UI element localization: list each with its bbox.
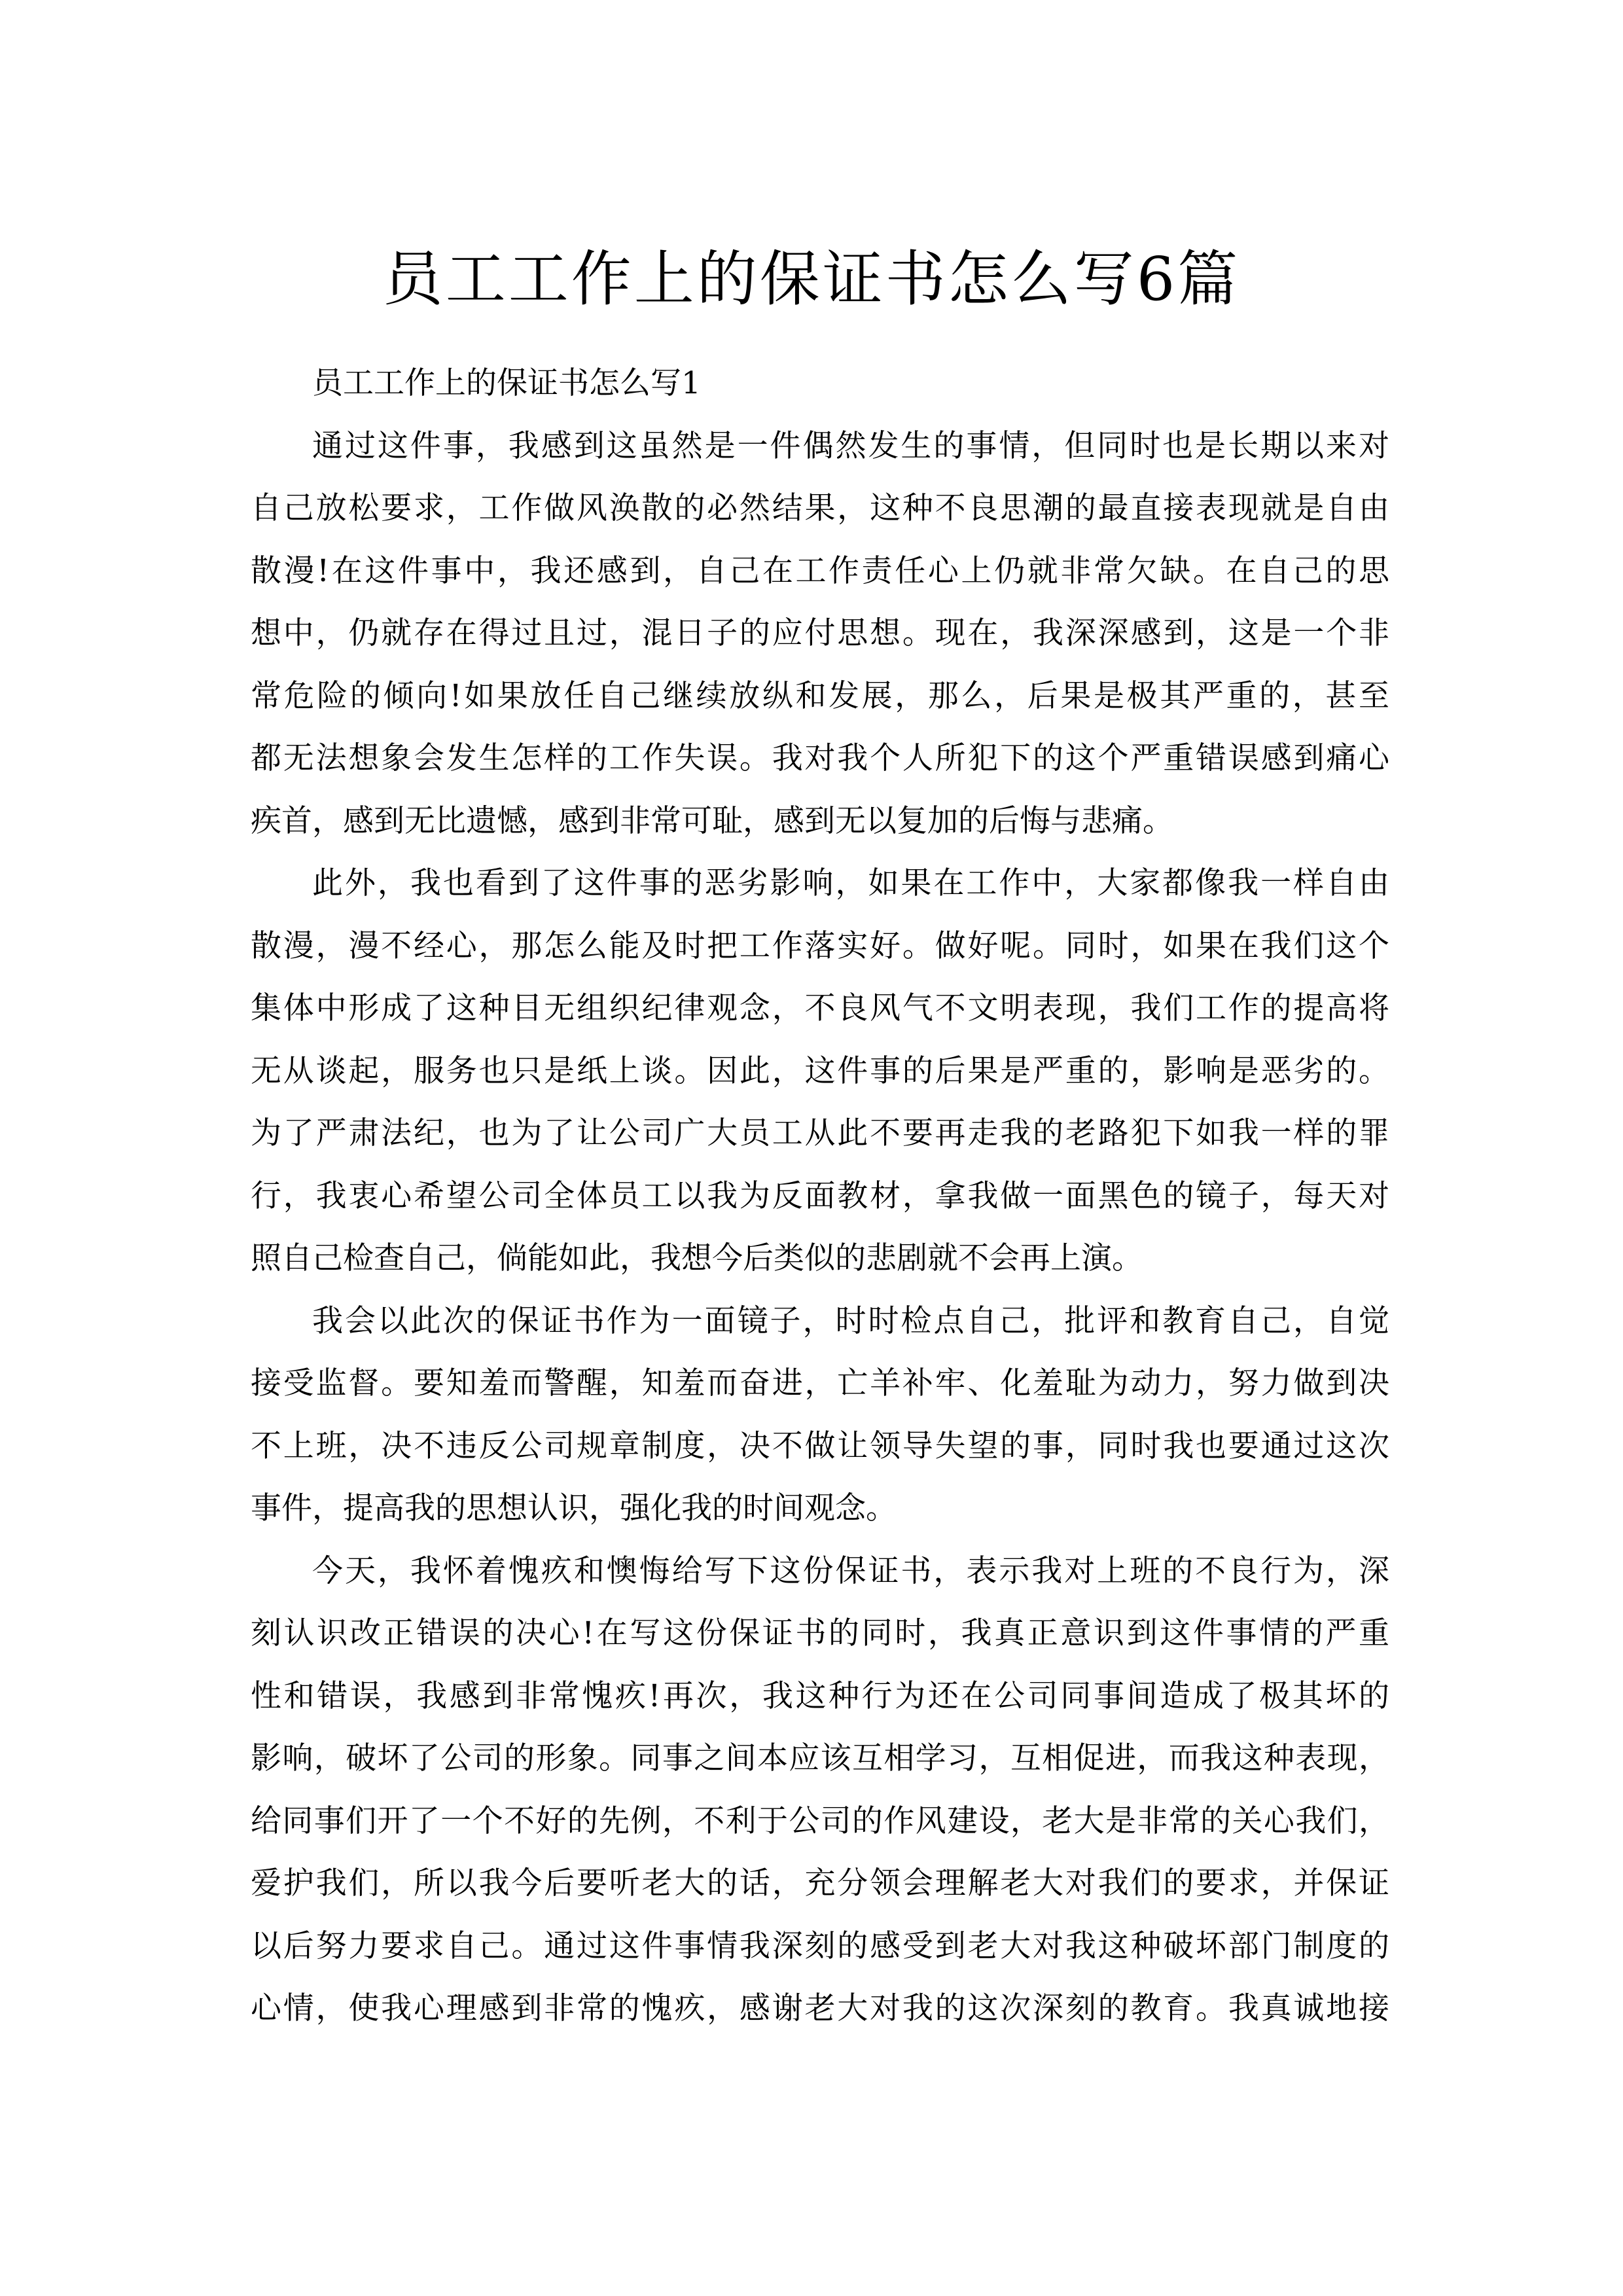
text-line: 心情，使我心理感到非常的愧疚，感谢老大对我的这次深刻的教育。我真诚地接	[251, 1990, 1389, 2026]
text-line: 刻认识改正错误的决心!在写这份保证书的同时，我真正意识到这件事情的严重	[251, 1615, 1389, 1651]
text-line: 接受监督。要知羞而警醒，知羞而奋进，亡羊补牢、化羞耻为动力，努力做到决	[251, 1365, 1389, 1401]
text-line: 我会以此次的保证书作为一面镜子，时时检点自己，批评和教育自己，自觉	[312, 1302, 1389, 1339]
text-line: 都无法想象会发生怎样的工作失误。我对我个人所犯下的这个严重错误感到痛心	[251, 740, 1389, 776]
text-line: 今天，我怀着愧疚和懊悔给写下这份保证书，表示我对上班的不良行为，深	[312, 1552, 1389, 1589]
text-line: 性和错误，我感到非常愧疚!再次，我这种行为还在公司同事间造成了极其坏的	[251, 1677, 1389, 1714]
paragraph-3	[251, 1290, 1389, 1540]
text-line: 常危险的倾向!如果放任自己继续放纵和发展，那么，后果是极其严重的，甚至	[251, 677, 1389, 714]
text-line: 无从谈起，服务也只是纸上谈。因此，这件事的后果是严重的，影响是恶劣的。	[251, 1052, 1389, 1089]
text-line: 爱护我们，所以我今后要听老大的话，充分领会理解老大对我们的要求，并保证	[251, 1865, 1389, 1901]
paragraph-2	[251, 852, 1389, 1290]
text-line: 想中，仍就存在得过且过，混日子的应付思想。现在，我深深感到，这是一个非	[251, 615, 1389, 651]
document-title: 员工工作上的保证书怎么写6篇	[382, 243, 1241, 314]
text-line: 给同事们开了一个不好的先例，不利于公司的作风建设，老大是非常的关心我们，	[251, 1803, 1389, 1839]
text-line: 散漫，漫不经心，那怎么能及时把工作落实好。做好呢。同时，如果在我们这个	[251, 927, 1389, 964]
text-line: 行，我衷心希望公司全体员工以我为反面教材，拿我做一面黑色的镜子，每天对	[251, 1177, 1389, 1214]
text-line: 自己放松要求，工作做风涣散的必然结果，这种不良思潮的最直接表现就是自由	[251, 490, 1389, 526]
paragraph-1	[251, 415, 1389, 853]
text-line: 不上班，决不违反公司规章制度，决不做让领导失望的事，同时我也要通过这次	[251, 1427, 1389, 1464]
text-line: 此外，我也看到了这件事的恶劣影响，如果在工作中，大家都像我一样自由	[312, 865, 1389, 901]
text-line: 为了严肃法纪，也为了让公司广大员工从此不要再走我的老路犯下如我一样的罪	[251, 1115, 1389, 1151]
paragraph-4	[251, 1540, 1389, 2040]
text-line: 疾首，感到无比遗憾，感到非常可耻，感到无以复加的后悔与悲痛。	[251, 802, 1173, 839]
text-line: 集体中形成了这种目无组织纪律观念，不良风气不文明表现，我们工作的提高将	[251, 990, 1389, 1026]
text-line: 照自己检查自己，倘能如此，我想今后类似的悲剧就不会再上演。	[251, 1240, 1143, 1276]
text-line: 散漫!在这件事中，我还感到，自己在工作责任心上仍就非常欠缺。在自己的思	[251, 552, 1389, 589]
text-line: 以后努力要求自己。通过这件事情我深刻的感受到老大对我这种破坏部门制度的	[251, 1928, 1389, 1964]
document-body	[251, 352, 1389, 2040]
text-line: 通过这件事，我感到这虽然是一件偶然发生的事情，但同时也是长期以来对	[312, 427, 1389, 464]
text-line: 影响，破坏了公司的形象。同事之间本应该互相学习，互相促进，而我这种表现，	[251, 1740, 1389, 1776]
section-heading: 员工工作上的保证书怎么写1	[312, 365, 701, 401]
text-line: 事件，提高我的思想认识，强化我的时间观念。	[251, 1490, 897, 1526]
